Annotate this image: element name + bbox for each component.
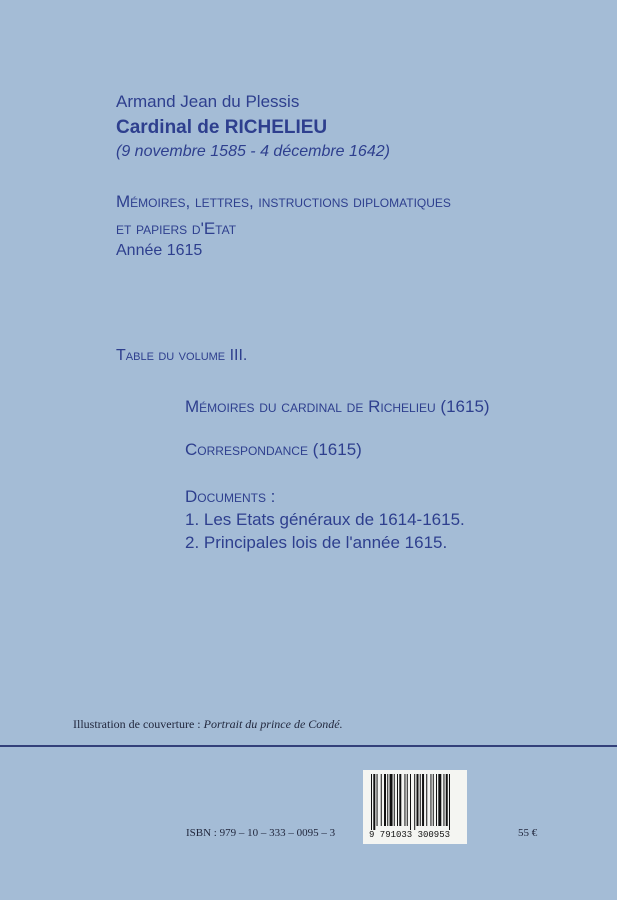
barcode-bar [384,774,386,826]
barcode-bar [438,774,441,826]
barcode-bar [399,774,401,826]
barcode-bar [443,774,444,826]
barcode-bar [430,774,431,826]
barcode-bar [417,774,419,826]
work-title-line1: Mémoires, lettres, instructions diplomatiques [116,192,451,211]
barcode-bar [449,774,450,830]
barcode-bar [410,774,411,830]
barcode-bars [371,774,459,830]
barcode-bar [414,774,415,830]
barcode-bar [373,774,375,830]
contents-entry-documents: Documents : [185,487,276,506]
barcode-bar [371,774,372,830]
isbn-number: ISBN : 979 – 10 – 333 – 0095 – 3 [186,827,336,839]
contents-entry-memoires: Mémoires du cardinal de Richelieu (1615) [185,397,490,416]
work-title-line2: et papiers d'Etat [116,219,237,238]
barcode-bar [404,774,405,826]
barcode-bar [387,774,388,826]
divider-rule [0,745,617,747]
contents-entry-etats-generaux: 1. Les Etats généraux de 1614-1615. [185,510,465,529]
work-year: Année 1615 [116,242,203,259]
barcode [363,770,467,844]
barcode-bar [381,774,382,826]
barcode-bar [436,774,437,826]
author-full-name: Armand Jean du Plessis [116,92,300,111]
barcode-bar [397,774,398,826]
barcode-bar [394,774,395,826]
barcode-bar [390,774,393,826]
barcode-bar [446,774,448,826]
barcode-bar [433,774,434,826]
illustration-title: Portrait du prince de Condé. [203,717,343,731]
cover-illustration-credit [73,717,343,732]
price: 55 € [518,827,538,839]
contents-heading: Table du volume III. [116,347,248,364]
author-dates: (9 novembre 1585 - 4 décembre 1642) [116,143,390,160]
author-title-name: Cardinal de RICHELIEU [116,117,328,138]
contents-entry-principales-lois: 2. Principales lois de l'année 1615. [185,533,448,552]
barcode-bar [420,774,421,826]
illustration-label: Illustration de couverture : [73,717,204,731]
barcode-bar [426,774,427,826]
barcode-bar [407,774,408,826]
barcode-bar [377,774,378,826]
barcode-bar [422,774,424,826]
barcode-digits: 9 791033 300953 [369,830,451,840]
contents-entry-correspondance: Correspondance (1615) [185,440,362,459]
